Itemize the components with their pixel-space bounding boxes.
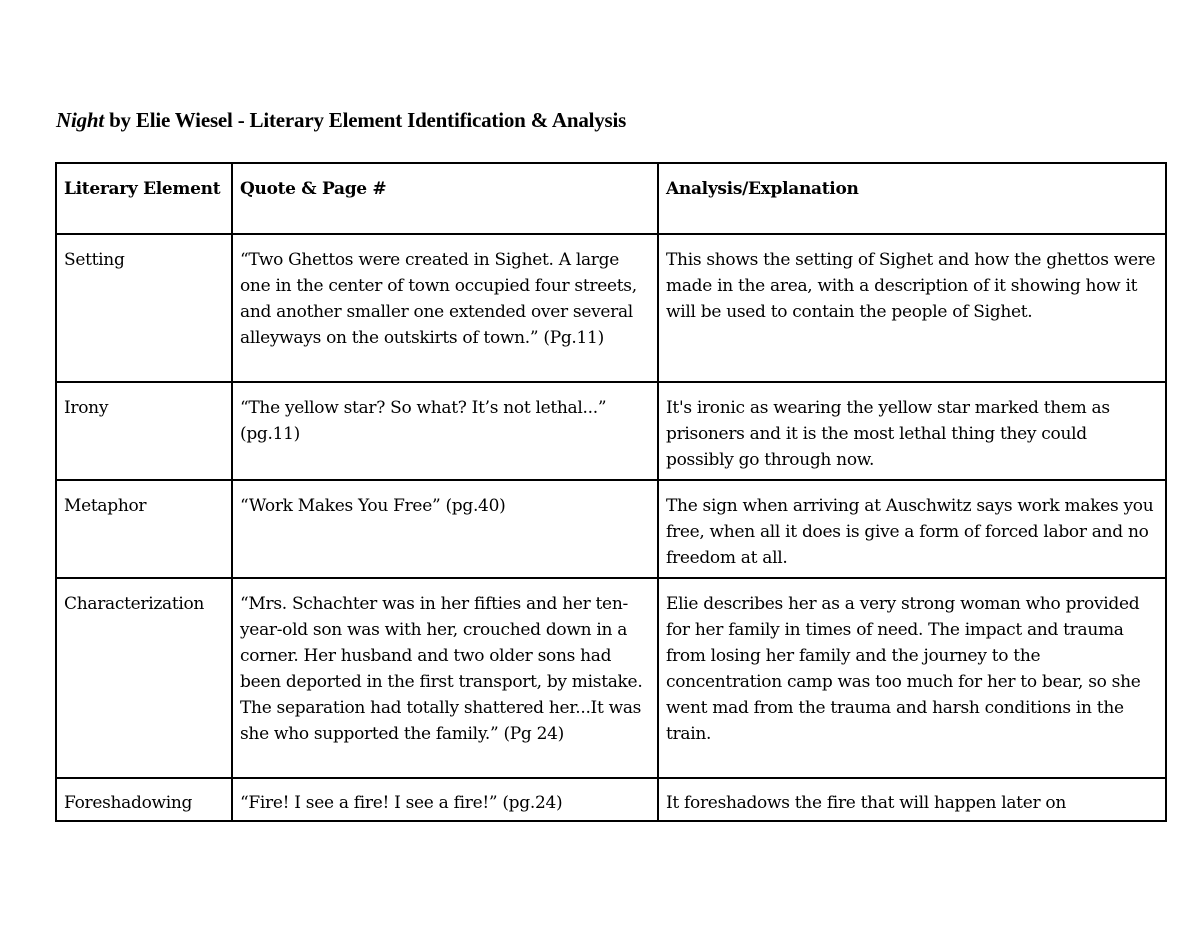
analysis-cell: It's ironic as wearing the yellow star marked them as prisoners and it is the most lethal thing they could possibly go through now. <box>658 382 1166 480</box>
table-row <box>56 778 1166 821</box>
header-analysis: Analysis/Explanation <box>658 163 1166 234</box>
document-title <box>56 108 626 133</box>
title-subtitle: by Elie Wiesel - Literary Element Identification & Analysis <box>104 108 627 132</box>
header-literary-element: Literary Element <box>56 163 232 234</box>
analysis-cell: The sign when arriving at Auschwitz says work makes you free, when all it does is give a form of forced labor and no freedom at all. <box>658 480 1166 578</box>
table-row <box>56 234 1166 382</box>
table-row <box>56 480 1166 578</box>
element-cell: Setting <box>56 234 232 382</box>
quote-cell: “Work Makes You Free” (pg.40) <box>232 480 658 578</box>
book-title: Night <box>56 108 105 132</box>
quote-cell: “Two Ghettos were created in Sighet. A large one in the center of town occupied four streets, and another smaller one extended over several alleyways on the outskirts of town.” (Pg.11) <box>232 234 658 382</box>
analysis-cell: It foreshadows the fire that will happen later on <box>658 778 1166 821</box>
analysis-cell: Elie describes her as a very strong woman who provided for her family in times of need. The impact and trauma from losing her family and the journey to the concentration camp was too much for her to bear, so she went mad from the trauma and harsh conditions in the train. <box>658 578 1166 778</box>
element-cell: Irony <box>56 382 232 480</box>
element-cell: Foreshadowing <box>56 778 232 821</box>
table-row <box>56 382 1166 480</box>
element-cell: Characterization <box>56 578 232 778</box>
table-header-row <box>56 163 1166 234</box>
header-quote-page: Quote & Page # <box>232 163 658 234</box>
quote-cell: “Fire! I see a fire! I see a fire!” (pg.24) <box>232 778 658 821</box>
table-row <box>56 578 1166 778</box>
quote-cell: “Mrs. Schachter was in her fifties and her ten-year-old son was with her, crouched down in a corner. Her husband and two older sons had been deported in the first transport, by mistake. The separation had totally shattered her...It was she who supported the family.” (Pg 24) <box>232 578 658 778</box>
quote-cell: “The yellow star? So what? It’s not lethal...” (pg.11) <box>232 382 658 480</box>
analysis-cell: This shows the setting of Sighet and how the ghettos were made in the area, with a description of it showing how it will be used to contain the people of Sighet. <box>658 234 1166 382</box>
literary-element-table <box>55 162 1167 822</box>
element-cell: Metaphor <box>56 480 232 578</box>
